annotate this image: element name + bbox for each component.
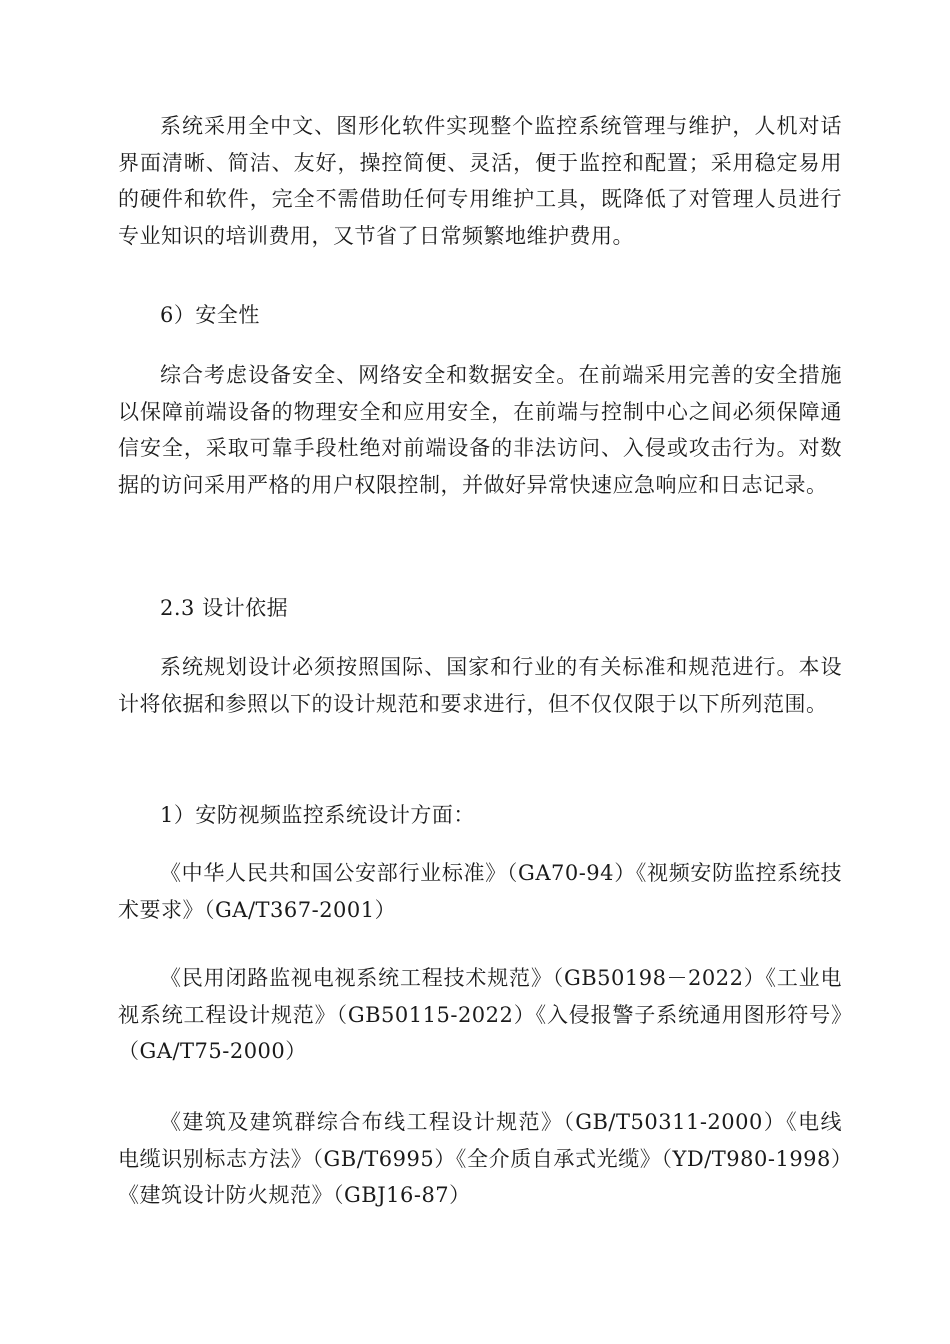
paragraph-security: 综合考虑设备安全、网络安全和数据安全。在前端采用完善的安全措施以保障前端设备的物理安全和应用安全，在前端与控制中心之间必须保障通信安全，采取可靠手段杜绝对前端设备的非法访问、入侵或攻击行为。对数据的访问采用严格的用户权限控制，并做好异常快速应急响应和日志记录。: [118, 363, 842, 497]
paragraph-software-maintenance: 系统采用全中文、图形化软件实现整个监控系统管理与维护，人机对话界面清晰、简洁、友好，操控简便、灵活，便于监控和配置；采用稳定易用的硬件和软件，完全不需借助任何专用维护工具，既降低了对管理人员进行专业知识的培训费用，又节省了日常频繁地维护费用。: [118, 114, 842, 248]
heading-security: 6）安全性: [160, 303, 260, 327]
heading-design-basis: 2.3 设计依据: [160, 596, 289, 620]
paragraph-standards-1: 《中华人民共和国公安部行业标准》（GA70-94）《视频安防监控系统技术要求》（GA/T367-2001）: [118, 861, 842, 922]
paragraph-design-basis: 系统规划设计必须按照国际、国家和行业的有关标准和规范进行。本设计将依据和参照以下的设计规范和要求进行，但不仅仅限于以下所列范围。: [118, 655, 842, 716]
heading-video-surveillance: 1）安防视频监控系统设计方面：: [160, 803, 475, 827]
paragraph-standards-3: 《建筑及建筑群综合布线工程设计规范》（GB/T50311-2000）《电线电缆识别标志方法》（GB/T6995）《全介质自承式光缆》（YD/T980-1998）《建筑设计防火规范》（GBJ16-87）: [118, 1110, 842, 1207]
paragraph-standards-2: 《民用闭路监视电视系统工程技术规范》（GB50198－2022）《工业电视系统工程设计规范》（GB50115-2022）《入侵报警子系统通用图形符号》（GA/T75-2000）: [118, 966, 842, 1063]
